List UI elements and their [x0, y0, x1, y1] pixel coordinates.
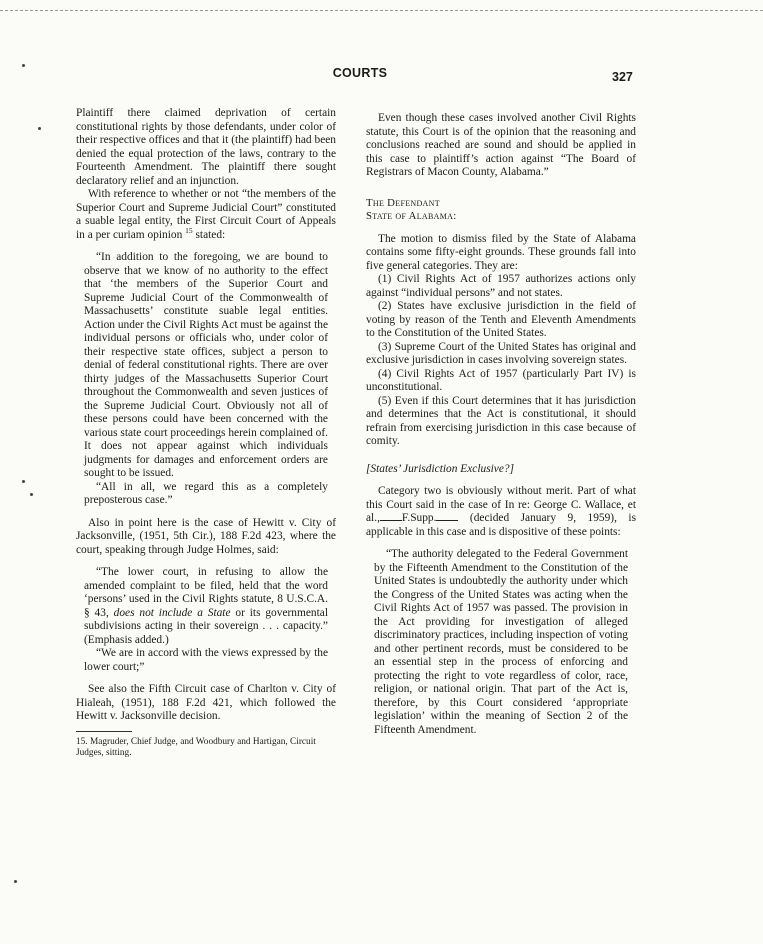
subheading: The Defendant: [366, 196, 440, 209]
paragraph: Even though these cases involved another Civil Rights statute, this Court is of the opinion that the reasoning and conclusions reached are sound and should be applied in this case to plaintiff’s action against “The Board of Registrars of Macon County, Alabama.”: [366, 112, 636, 178]
footnote-ref: 15: [185, 225, 193, 235]
paragraph: The motion to dismiss filed by the State of Alabama contains some fifty-eight grounds. These grounds fall into five general categories. They are:: [366, 232, 636, 272]
footnote-divider: [76, 731, 132, 732]
subheading: State of Alabama:: [366, 210, 457, 222]
block-quote: “All in all, we regard this as a completely preposterous case.”: [84, 480, 328, 506]
list-item: (5) Even if this Court determines that it has jurisdiction and determines that the Act is constitutional, it should refrain from exercising jurisdiction in this case because of comity.: [366, 394, 636, 447]
list-item: (4) Civil Rights Act of 1957 (particularly Part IV) is unconstitutional.: [366, 367, 636, 393]
left-column: [76, 107, 336, 759]
scan-speck: [30, 493, 33, 496]
scan-speck: [22, 64, 25, 67]
citation-blank: [436, 512, 458, 521]
section-heading: [States’ Jurisdiction Exclusive?]: [366, 462, 515, 475]
paragraph: See also the Fifth Circuit case of Charlton v. City of Hialeah, (1951), 188 F.2d 421, which followed the Hewitt v. Jacksonville decision.: [76, 683, 336, 722]
block-quote: “In addition to the foregoing, we are bound to observe that we know of no authority to the effect that ‘the members of the Superior Court and Supreme Judicial Court of the Commonwealth of Massachusetts’ constitute suable legal entities. Action under the Civil Rights Act must be against the individual persons or officials who, under color of their respective state offices, subject a person to denial of federal constitutional rights. There are over thirty judges of the Massachusetts Superior Court throughout the Commonwealth and seven justices of the Supreme Judicial Court. Obviously not all of these persons could have been concerned with the various state court proceedings herein complained of. It does not appear against which individuals judgments for damages and enforcement orders are sought to be issued.: [84, 251, 328, 479]
emphasis-text: does not include a State: [113, 606, 231, 619]
page-number: 327: [612, 70, 633, 84]
paragraph: [366, 485, 636, 539]
block-quote: “We are in accord with the views expressed by the lower court;”: [84, 647, 328, 673]
paragraph: [76, 188, 336, 242]
block-quote: [84, 566, 328, 647]
scan-speck: [38, 127, 41, 130]
scan-speck: [22, 480, 25, 483]
paragraph-text: stated:: [192, 228, 226, 241]
paragraph: Also in point here is the case of Hewitt v. City of Jacksonville, (1951, 5th Cir.), 188 F.2d 423, where the court, speaking through Judge Holmes, said:: [76, 516, 336, 556]
paragraph-text: Category two is obviously without merit. Part of what this Court said in the case of In re: George C. Wallace, et al.,: [366, 485, 636, 524]
list-item: (2) States have exclusive jurisdiction in the field of voting by reason of the Tenth and Eleventh Amendments to the Constitution of the United States.: [366, 300, 636, 339]
scan-speck: [14, 880, 17, 883]
citation-blank: [380, 512, 402, 521]
list-item: (1) Civil Rights Act of 1957 authorizes actions only against “individual persons” and not states.: [366, 273, 636, 299]
citation-text: F.Supp.: [401, 512, 437, 524]
running-head: COURTS: [332, 66, 388, 80]
scan-top-edge: [0, 0, 763, 11]
paragraph: Plaintiff there claimed deprivation of certain constitutional rights by those defendants, under color of their respective offices and that it (the plaintiff) had been denied the equal protection of the laws, contrary to the Fourteenth Amendment. The plaintiff there sought declaratory relief and an injunction.: [76, 107, 336, 187]
footnote: 15. Magruder, Chief Judge, and Woodbury and Hartigan, Circuit Judges, sitting.: [76, 736, 316, 758]
list-item: (3) Supreme Court of the United States has original and exclusive jurisdiction in cases involving sovereign states.: [366, 340, 636, 366]
paragraph-text: With reference to whether or not “the members of the Superior Court and Supreme Judicial Court” constituted a suable legal entity, the First Circuit Court of Appeals in a per curiam opinion: [76, 188, 336, 241]
right-column: [366, 112, 636, 737]
quote-text: or its governmental subdivisions acting in their sovereign . . . capacity.” (Emphasis added.): [84, 606, 328, 646]
block-quote: “The authority delegated to the Federal Government by the Fifteenth Amendment to the Constitution of the United States is undoubtedly the authority under which the Congress of the United States was acting when the Civil Rights Act of 1957 was passed. The provision in the Act providing for investigation of alleged discriminatory practices, including inspection of voting and other pertinent records, must be considered to be an essential step in the process of enforcing and protecting the right to vote regardless of color, race, religion, or national origin. That part of the Act is, therefore, by this Court considered ‘appropriate legislation’ within the meaning of Section 2 of the Fifteenth Amendment.: [374, 548, 628, 736]
paragraph-text: (decided January 9, 1959), is applicable in this case and is dispositive of these points:: [366, 512, 636, 538]
quote-text: “The lower court, in refusing to allow the amended complaint to be filed, held that the word ‘persons’ used in the Civil Rights statute, 8 U.S.C.A. § 43,: [84, 566, 328, 619]
